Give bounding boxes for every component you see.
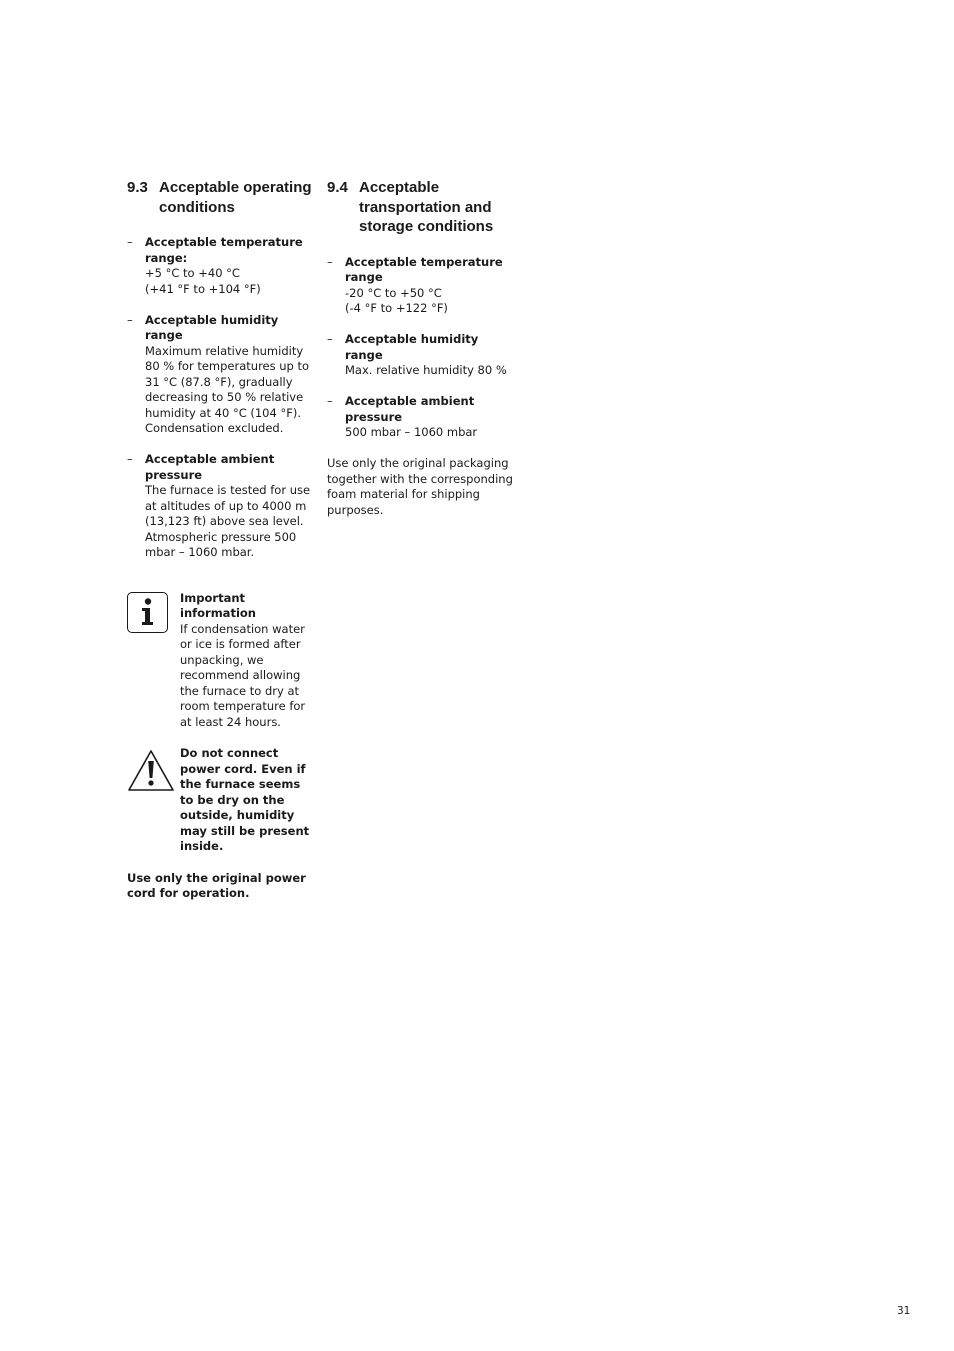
info-notice [127,591,313,731]
list-item [127,452,313,561]
section-title: Acceptable transportation and storage conditions [359,179,494,235]
item-label: Acceptable ambient pressure [345,394,475,424]
section-number: 9.4 [327,179,348,196]
item-value: 500 mbar – 1060 mbar [345,425,478,439]
section-heading [327,178,513,237]
list-dash: – [127,452,133,466]
list-dash: – [127,235,133,249]
list-item [327,394,513,441]
page-number: 31 [897,1305,911,1317]
warning-notice [127,746,313,855]
list-dash: – [327,332,333,346]
list-dash: – [327,254,333,269]
notice-title: Important information [180,590,256,620]
list-dash: – [127,312,133,327]
shipping-note: Use only the original packaging together with the corresponding foam material for shipping purposes. [327,456,513,517]
item-label: Acceptable humidity range [145,312,279,342]
notice-text: If condensation water or ice is formed after unpacking, we recommend allowing the furnace to dry at room temperature for at least 24 hours. [180,621,306,729]
section-number: 9.3 [127,179,148,196]
item-value: The furnace is tested for use at altitudes of up to 4000 m (13,123 ft) above sea level. Atmospheric pressure 500 mbar – 1060 mbar. [145,483,311,559]
list-item [327,332,513,379]
list-item [127,313,313,437]
section-9-3 [127,178,313,902]
closing-text: Use only the original power cord for operation. [127,870,306,900]
item-label: Acceptable temperature range: [145,235,303,265]
list-dash: – [327,394,333,408]
section-9-4 [327,178,513,534]
item-label: Acceptable temperature range [345,254,503,284]
section-title: Acceptable operating conditions [159,179,312,216]
item-label: Acceptable humidity range [345,332,479,362]
item-value: +5 °C to +40 °C (+41 °F to +104 °F) [145,266,261,296]
warning-text: Do not connect power cord. Even if the furnace seems to be dry on the outside, humidity may still be present inside. [180,746,310,853]
item-value: Max. relative humidity 80 % [345,363,507,377]
info-icon [127,592,168,633]
item-label: Acceptable ambient pressure [145,452,275,482]
warning-icon [127,749,175,793]
section-heading [127,178,313,217]
item-value: -20 °C to +50 °C (-4 °F to +122 °F) [345,285,448,315]
list-item [127,235,313,297]
item-value: Maximum relative humidity 80 % for temperatures up to 31 °C (87.8 °F), gradually decreasing to 50 % relative humidity at 40 °C (104 °F). Condensation excluded. [145,343,310,435]
list-item [327,255,513,317]
